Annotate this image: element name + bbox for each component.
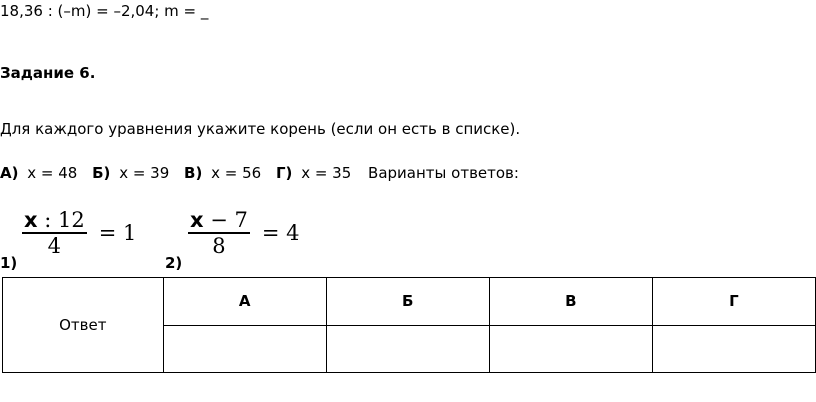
option-letter-a: А) (0, 164, 19, 182)
column-header-a: А (163, 278, 326, 326)
equation-2-variable: x (190, 208, 204, 232)
equation-2-fraction (188, 208, 300, 258)
answer-cell-g[interactable] (652, 325, 815, 373)
equation-2-rhs: = 4 (261, 221, 300, 245)
task-title: Задание 6. (0, 64, 96, 82)
answer-table-header-row (3, 278, 816, 326)
equation-1-fraction (22, 208, 136, 258)
option-letter-g: Г) (275, 164, 293, 182)
options-caption: Варианты ответов: (368, 164, 519, 182)
equation-1-denominator: 4 (47, 234, 62, 258)
column-header-g: Г (652, 278, 815, 326)
answer-options (0, 164, 519, 182)
option-value-a: x = 48 (27, 164, 78, 182)
equation-1-number: 1) (0, 254, 18, 272)
answer-cell-v[interactable] (489, 325, 652, 373)
equation-2-numerator (188, 208, 250, 232)
equation-2-denominator: 8 (212, 234, 226, 258)
equation-line: 18,36 : (–m) = –2,04; m = _ (0, 2, 209, 20)
option-letter-v: В) (184, 164, 203, 182)
equation-2-number: 2) (165, 254, 183, 272)
equation-1-numerator (22, 208, 87, 232)
column-header-v: В (489, 278, 652, 326)
option-letter-b: Б) (92, 164, 111, 182)
answer-cell-b[interactable] (326, 325, 489, 373)
option-value-g: x = 35 (301, 164, 352, 182)
equation-1-numerator-rest: : 12 (37, 208, 85, 232)
column-header-b: Б (326, 278, 489, 326)
answer-cell-a[interactable] (163, 325, 326, 373)
answer-row-label: Ответ (3, 278, 164, 373)
option-value-v: x = 56 (211, 164, 262, 182)
equation-1-variable: x (24, 208, 38, 232)
equation-2-numerator-rest: − 7 (203, 208, 248, 232)
option-value-b: x = 39 (119, 164, 170, 182)
answer-table (2, 277, 816, 373)
equation-1-rhs: = 1 (98, 221, 137, 245)
instruction-text: Для каждого уравнения укажите корень (если он есть в списке). (0, 120, 521, 138)
